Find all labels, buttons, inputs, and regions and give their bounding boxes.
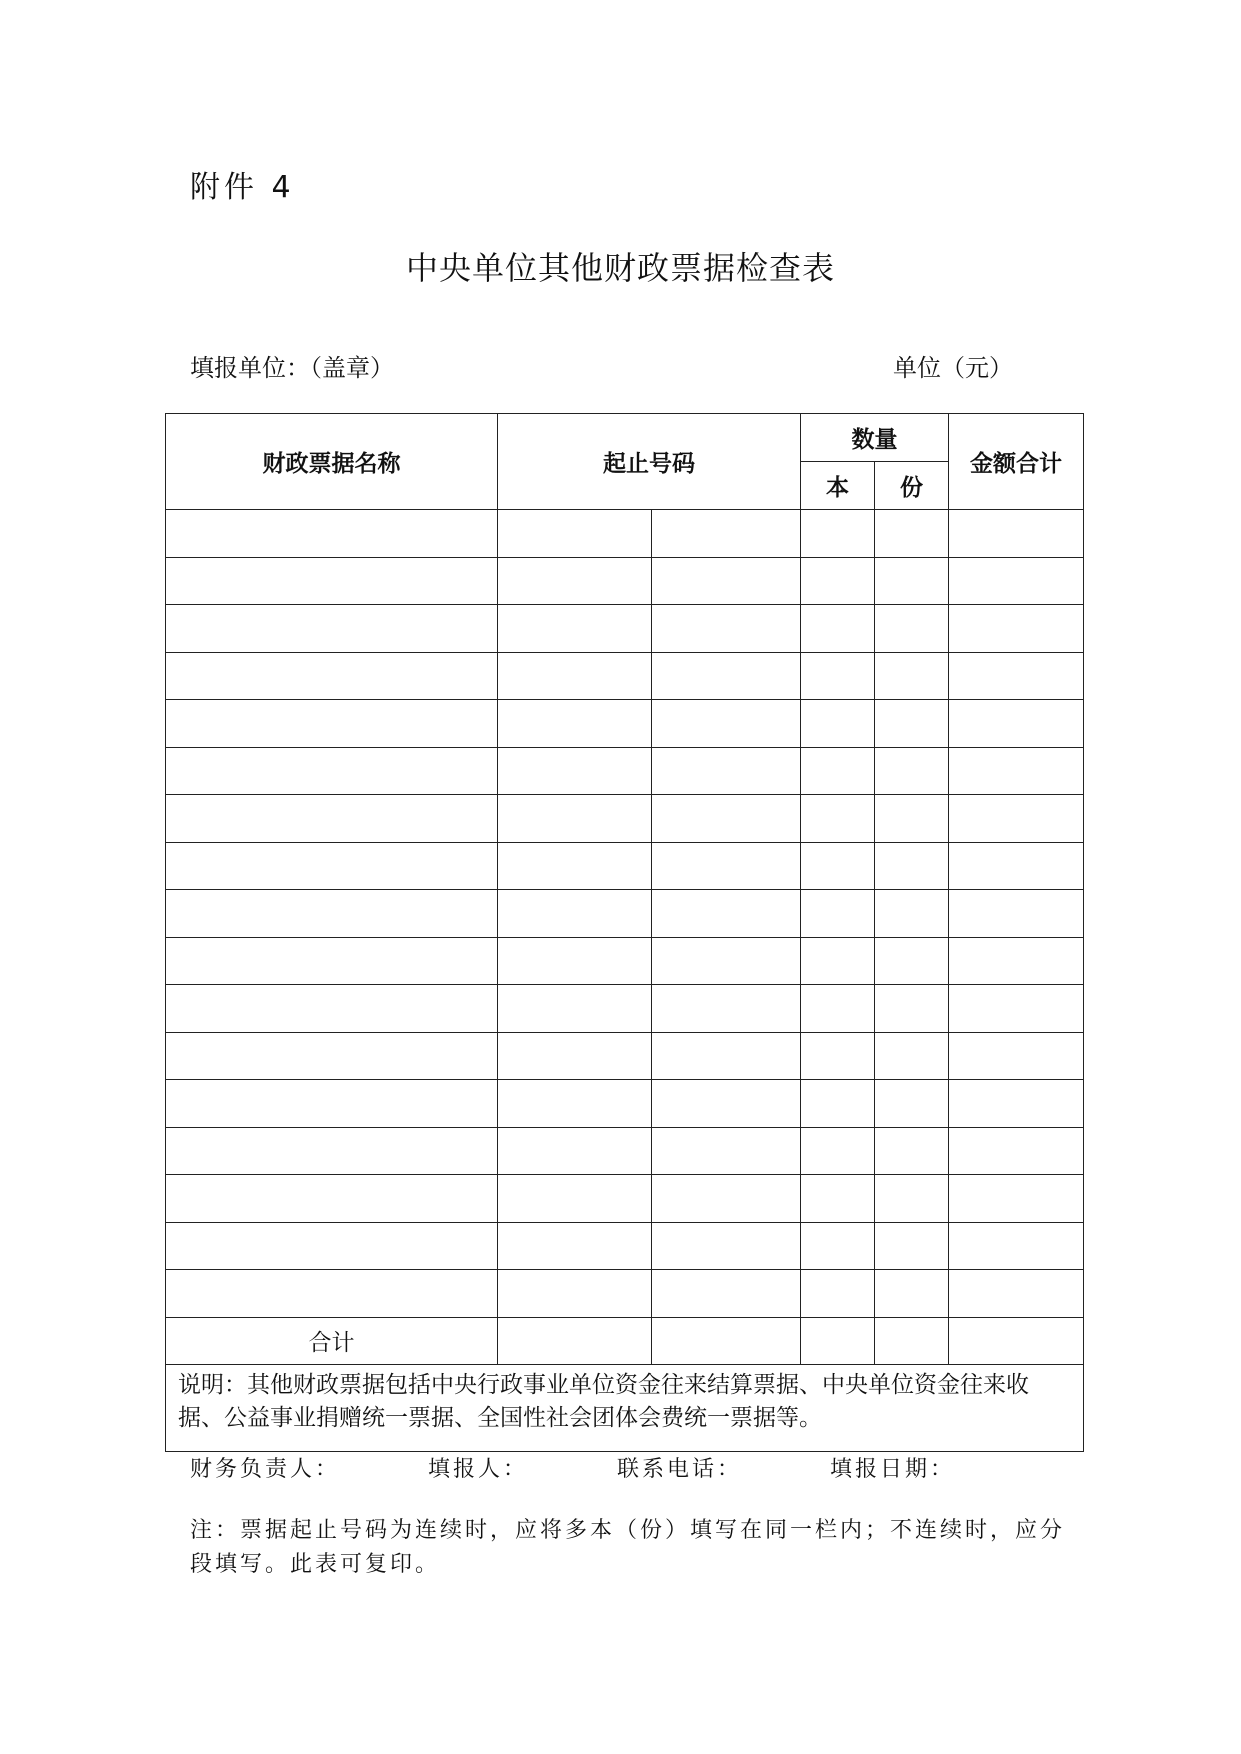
table-row [166, 1270, 1084, 1318]
cell-end-number[interactable] [652, 557, 801, 605]
cell-ben[interactable] [801, 510, 875, 558]
cell-fen[interactable] [875, 605, 949, 653]
cell-end-number[interactable] [652, 1080, 801, 1128]
cell-amount[interactable] [949, 985, 1084, 1033]
cell-ben[interactable] [801, 652, 875, 700]
cell-fen[interactable] [875, 842, 949, 890]
cell-amount[interactable] [949, 510, 1084, 558]
cell-ben[interactable] [801, 1175, 875, 1223]
cell-start-number[interactable] [498, 842, 652, 890]
table-row [166, 937, 1084, 985]
cell-start-number[interactable] [498, 795, 652, 843]
cell-start-number[interactable] [498, 1270, 652, 1318]
cell-end-number[interactable] [652, 1127, 801, 1175]
cell-bill-name[interactable] [166, 557, 498, 605]
header-amount-total: 金额合计 [949, 414, 1084, 510]
cell-fen[interactable] [875, 890, 949, 938]
cell-amount[interactable] [949, 1127, 1084, 1175]
cell-bill-name[interactable] [166, 1222, 498, 1270]
cell-fen[interactable] [875, 1080, 949, 1128]
cell-ben[interactable] [801, 557, 875, 605]
cell-bill-name[interactable] [166, 510, 498, 558]
cell-end-number[interactable] [652, 890, 801, 938]
table-row [166, 1175, 1084, 1223]
cell-ben[interactable] [801, 795, 875, 843]
cell-start-number[interactable] [498, 510, 652, 558]
cell-bill-name[interactable] [166, 1032, 498, 1080]
cell-end-number[interactable] [652, 1270, 801, 1318]
cell-bill-name[interactable] [166, 605, 498, 653]
cell-fen[interactable] [875, 700, 949, 748]
currency-unit-label: 单位（元） [893, 354, 1013, 382]
cell-amount[interactable] [949, 795, 1084, 843]
cell-ben[interactable] [801, 890, 875, 938]
cell-ben[interactable] [801, 1032, 875, 1080]
total-row [166, 1317, 1084, 1364]
total-label: 合计 [166, 1317, 498, 1364]
total-end-number[interactable] [652, 1317, 801, 1364]
table-row [166, 795, 1084, 843]
cell-end-number[interactable] [652, 985, 801, 1033]
cell-amount[interactable] [949, 1080, 1084, 1128]
cell-amount[interactable] [949, 1222, 1084, 1270]
cell-fen[interactable] [875, 747, 949, 795]
cell-end-number[interactable] [652, 1032, 801, 1080]
cell-start-number[interactable] [498, 652, 652, 700]
cell-fen[interactable] [875, 937, 949, 985]
cell-fen[interactable] [875, 557, 949, 605]
filler-label: 填报人： [428, 1457, 529, 1482]
table-row [166, 700, 1084, 748]
total-fen[interactable] [875, 1317, 949, 1364]
cell-amount[interactable] [949, 1175, 1084, 1223]
cell-ben[interactable] [801, 1127, 875, 1175]
cell-end-number[interactable] [652, 510, 801, 558]
cell-amount[interactable] [949, 1270, 1084, 1318]
cell-ben[interactable] [801, 1080, 875, 1128]
cell-amount[interactable] [949, 890, 1084, 938]
table-note: 说明：其他财政票据包括中央行政事业单位资金往来结算票据、中央单位资金往来收据、公益事业捐赠统一票据、全国性社会团体会费统一票据等。 [166, 1364, 1084, 1451]
cell-bill-name[interactable] [166, 1080, 498, 1128]
cell-end-number[interactable] [652, 652, 801, 700]
cell-bill-name[interactable] [166, 795, 498, 843]
table-row [166, 1080, 1084, 1128]
cell-bill-name[interactable] [166, 1175, 498, 1223]
cell-end-number[interactable] [652, 1222, 801, 1270]
cell-ben[interactable] [801, 700, 875, 748]
cell-fen[interactable] [875, 510, 949, 558]
cell-ben[interactable] [801, 937, 875, 985]
cell-amount[interactable] [949, 937, 1084, 985]
fill-unit-label: 填报单位：（盖章） [190, 354, 394, 382]
cell-amount[interactable] [949, 605, 1084, 653]
cell-ben[interactable] [801, 1270, 875, 1318]
cell-amount[interactable] [949, 747, 1084, 795]
table-row [166, 890, 1084, 938]
header-number-range: 起止号码 [498, 414, 801, 510]
cell-start-number[interactable] [498, 1127, 652, 1175]
cell-end-number[interactable] [652, 747, 801, 795]
cell-ben[interactable] [801, 1222, 875, 1270]
cell-start-number[interactable] [498, 557, 652, 605]
cell-start-number[interactable] [498, 937, 652, 985]
table-row [166, 1032, 1084, 1080]
cell-ben[interactable] [801, 747, 875, 795]
cell-ben[interactable] [801, 605, 875, 653]
total-amount[interactable] [949, 1317, 1084, 1364]
phone-label: 联系电话： [617, 1457, 743, 1482]
cell-end-number[interactable] [652, 605, 801, 653]
table-row [166, 747, 1084, 795]
date-label: 填报日期： [830, 1457, 956, 1482]
cell-start-number[interactable] [498, 1175, 652, 1223]
cell-amount[interactable] [949, 557, 1084, 605]
cell-fen[interactable] [875, 1270, 949, 1318]
table-row [166, 605, 1084, 653]
table-row [166, 985, 1084, 1033]
header-bill-name: 财政票据名称 [166, 414, 498, 510]
cell-fen[interactable] [875, 652, 949, 700]
table-row [166, 842, 1084, 890]
cell-fen[interactable] [875, 1127, 949, 1175]
header-fen: 份 [875, 462, 949, 510]
cell-start-number[interactable] [498, 890, 652, 938]
cell-start-number[interactable] [498, 985, 652, 1033]
footnote: 注：票据起止号码为连续时，应将多本（份）填写在同一栏内；不连续时，应分段填写。此表可复印。 [190, 1518, 1066, 1577]
attachment-label: 附件 4 [190, 170, 295, 205]
cell-bill-name[interactable] [166, 842, 498, 890]
cell-bill-name[interactable] [166, 747, 498, 795]
cell-bill-name[interactable] [166, 652, 498, 700]
cell-bill-name[interactable] [166, 890, 498, 938]
cell-start-number[interactable] [498, 747, 652, 795]
page-title: 中央单位其他财政票据检查表 [405, 249, 835, 287]
cell-amount[interactable] [949, 842, 1084, 890]
header-quantity: 数量 [801, 414, 949, 462]
table-body [166, 510, 1084, 1318]
cell-start-number[interactable] [498, 700, 652, 748]
finance-head-label: 财务负责人： [190, 1457, 341, 1482]
cell-amount[interactable] [949, 652, 1084, 700]
table-row [166, 1222, 1084, 1270]
header-ben: 本 [801, 462, 875, 510]
cell-end-number[interactable] [652, 700, 801, 748]
cell-fen[interactable] [875, 1175, 949, 1223]
cell-amount[interactable] [949, 1032, 1084, 1080]
cell-bill-name[interactable] [166, 937, 498, 985]
cell-start-number[interactable] [498, 605, 652, 653]
cell-start-number[interactable] [498, 1080, 652, 1128]
cell-fen[interactable] [875, 795, 949, 843]
cell-start-number[interactable] [498, 1032, 652, 1080]
cell-ben[interactable] [801, 842, 875, 890]
cell-end-number[interactable] [652, 1175, 801, 1223]
cell-end-number[interactable] [652, 842, 801, 890]
cell-bill-name[interactable] [166, 985, 498, 1033]
cell-start-number[interactable] [498, 1222, 652, 1270]
total-ben[interactable] [801, 1317, 875, 1364]
table-row [166, 1127, 1084, 1175]
cell-fen[interactable] [875, 1032, 949, 1080]
cell-ben[interactable] [801, 985, 875, 1033]
table-row [166, 652, 1084, 700]
table-row [166, 557, 1084, 605]
cell-fen[interactable] [875, 985, 949, 1033]
inspection-table [165, 413, 1084, 1452]
cell-fen[interactable] [875, 1222, 949, 1270]
cell-end-number[interactable] [652, 937, 801, 985]
cell-end-number[interactable] [652, 795, 801, 843]
table-row [166, 510, 1084, 558]
cell-bill-name[interactable] [166, 1270, 498, 1318]
cell-bill-name[interactable] [166, 1127, 498, 1175]
cell-bill-name[interactable] [166, 700, 498, 748]
cell-amount[interactable] [949, 700, 1084, 748]
total-start-number[interactable] [498, 1317, 652, 1364]
